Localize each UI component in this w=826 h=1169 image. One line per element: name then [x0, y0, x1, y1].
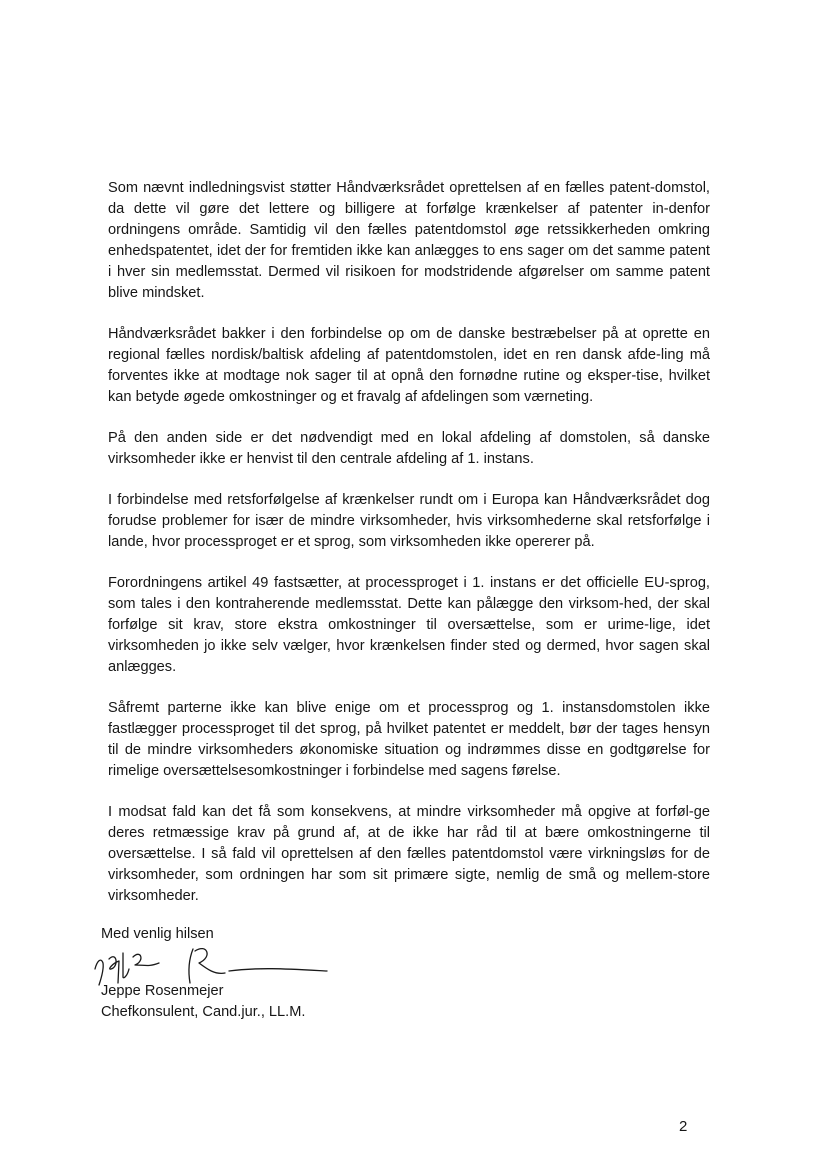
- signatory-name: Jeppe Rosenmejer: [101, 983, 224, 999]
- letter-body: [108, 178, 710, 927]
- signatory-title: Chefkonsulent, Cand.jur., LL.M.: [101, 1004, 306, 1020]
- closing-greeting: Med venlig hilsen: [101, 926, 214, 942]
- letter-closing: [101, 924, 501, 1023]
- paragraph-5: Forordningens artikel 49 fastsætter, at processproget i 1. instans er det officielle EU-sprog, som tales i den kontraherende medlemsstat. Dette kan pålægge den virksom-hed, der skal forfølge sit krav, store ekstra omkostninger til oversættelse, som er urime-lige, idet virksomheden jo ikke selv vælger, hvor krænkelsen finder sted og dermed, hvor sagen skal anlægges.: [108, 575, 710, 675]
- paragraph-3: På den anden side er det nødvendigt med en lokal afdeling af domstolen, så danske virksomheder ikke er henvist til den centrale afdeling af 1. instans.: [108, 430, 710, 467]
- paragraph-1: Som nævnt indledningsvist støtter Håndværksrådet oprettelsen af en fælles patent-domstol, da dette vil gøre det lettere og billigere at forfølge krænkelser af patenter in-denfor ordningens område. Samtidig vil den fælles patentdomstol øge retssikkerheden omkring enhedspatentet, idet der for fremtiden ikke kan anlægges to ens sager om det samme patent i hver sin medlemsstat. Dermed vil risikoen for modstridende afgørelser om samme patent blive mindsket.: [108, 180, 710, 301]
- paragraph-6: Såfremt parterne ikke kan blive enige om et processprog og 1. instansdomstolen ikke fastlægger processproget til det sprog, på hvilket patentet er meddelt, bør der tages hensyn til de mindre virksomheders økonomiske situation og indrømmes disse en godtgørelse for rimelige oversættelsesomkostninger i forbindelse med sagens førelse.: [108, 700, 710, 779]
- page-number: 2: [679, 1118, 688, 1135]
- paragraph-4: I forbindelse med retsforfølgelse af krænkelser rundt om i Europa kan Håndværksrådet dog forudse problemer for især de mindre virksomheder, hvis virksomhederne skal retsforfølge i lande, hvor processproget er et sprog, som virksomheden ikke opererer på.: [108, 492, 710, 550]
- paragraph-7: I modsat fald kan det få som konsekvens, at mindre virksomheder må opgive at forføl-ge deres retmæssige krav på grund af, at de ikke har råd til at bære omkostningerne til oversættelse. I så fald vil oprettelsen af den fælles patentdomstol være virkningsløs for de virksomheder, som ordningen har som sit primære sigte, nemlig de små og mellem-store virksomheder.: [108, 804, 710, 904]
- paragraph-2: Håndværksrådet bakker i den forbindelse op om de danske bestræbelser på at oprette en regional fælles nordisk/baltisk afdeling af patentdomstolen, idet en ren dansk afde-ling må forventes ikke at modtage nok sager til at opnå den fornødne rutine og eksper-tise, hvilket kan betyde øgede omkostninger og et fravalg af afdelingen som værneting.: [108, 326, 710, 405]
